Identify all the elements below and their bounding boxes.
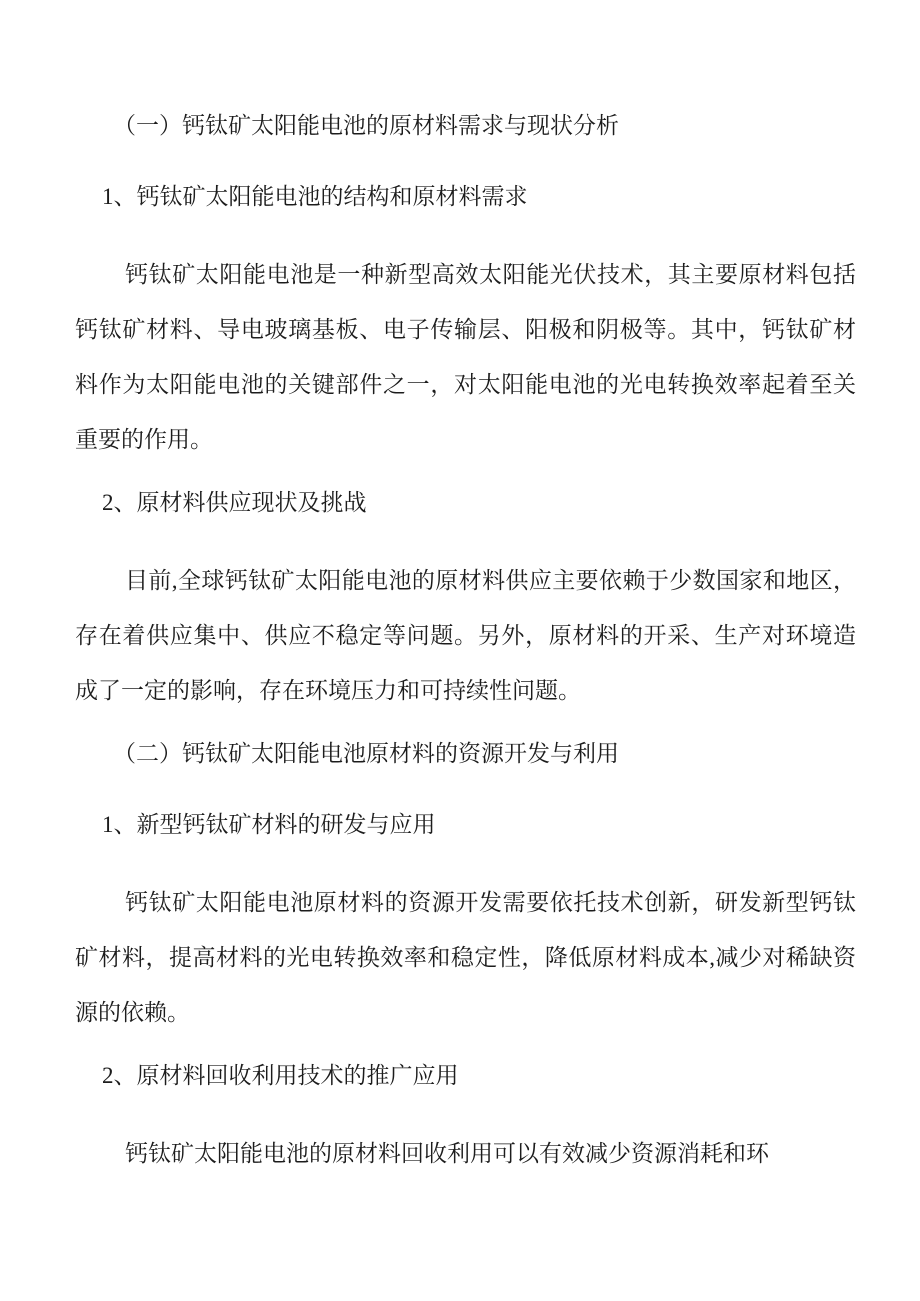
paragraph-structure-materials: 钙钛矿太阳能电池是一种新型高效太阳能光伏技术，其主要原材料包括钙钛矿材料、导电玻璃基板、电子传输层、阳极和阴极等。其中，钙钛矿材料作为太阳能电池的关键部件之一，对太阳能电池的光电转换效率起着至关重要的作用。	[75, 262, 856, 452]
section-heading-2: （二）钙钛矿太阳能电池原材料的资源开发与利用	[113, 741, 619, 766]
sub-heading-2-1: 1、新型钙钛矿材料的研发与应用	[102, 812, 436, 837]
sub-heading-2-2: 2、原材料回收利用技术的推广应用	[102, 1063, 459, 1088]
paragraph-recycling: 钙钛矿太阳能电池的原材料回收利用可以有效减少资源消耗和环	[125, 1141, 769, 1166]
paragraph-supply-status: 目前,全球钙钛矿太阳能电池的原材料供应主要依赖于少数国家和地区，存在着供应集中、供应不稳定等问题。另外，原材料的开采、生产对环境造成了一定的影响，存在环境压力和可持续性问题。	[75, 568, 856, 703]
section-heading-1: （一）钙钛矿太阳能电池的原材料需求与现状分析	[113, 113, 619, 138]
sub-heading-1-1: 1、钙钛矿太阳能电池的结构和原材料需求	[102, 184, 528, 209]
paragraph-new-materials-rd: 钙钛矿太阳能电池原材料的资源开发需要依托技术创新，研发新型钙钛矿材料，提高材料的光电转换效率和稳定性，降低原材料成本,减少对稀缺资源的依赖。	[75, 890, 856, 1025]
sub-heading-1-2: 2、原材料供应现状及挑战	[102, 490, 367, 515]
